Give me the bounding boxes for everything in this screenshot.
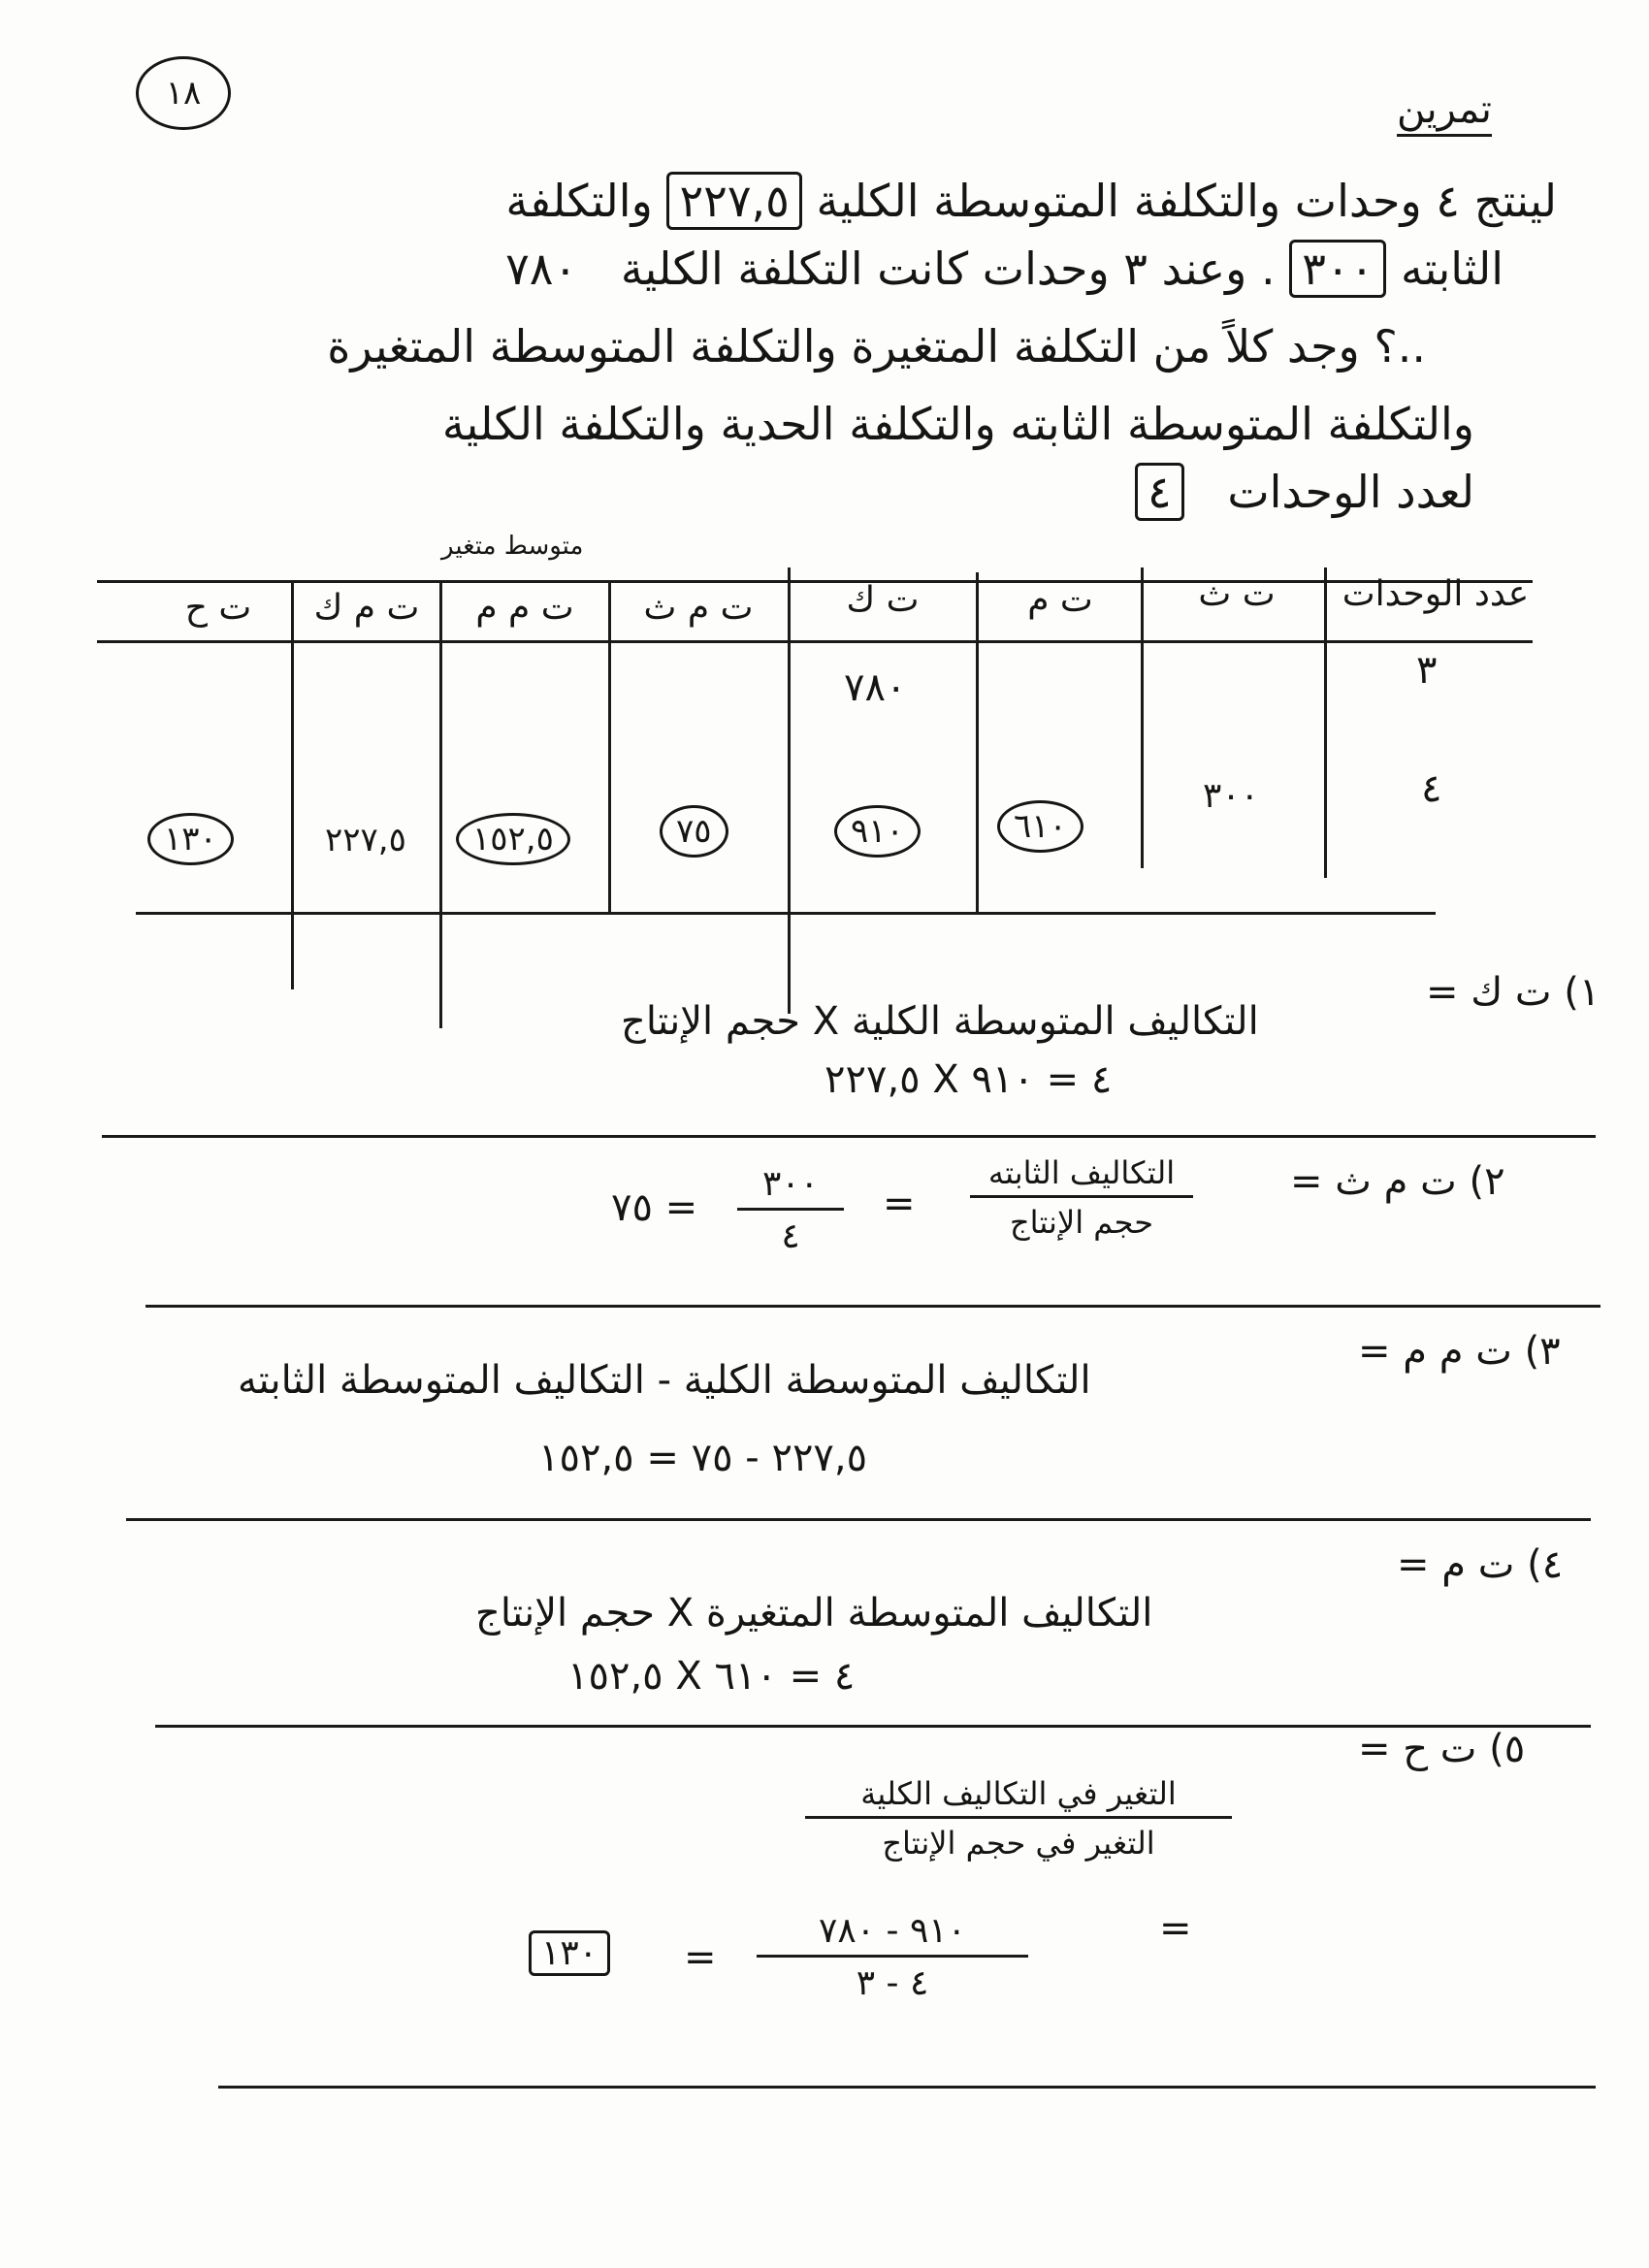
table-col-divider — [291, 582, 294, 989]
table-col-divider — [1141, 567, 1144, 868]
row1-units: ٣ — [1416, 648, 1438, 693]
row2-avg-variable-value: ١٥٢,٥ — [456, 813, 570, 865]
solution-5-calc-numerator: ٩١٠ - ٧٨٠ — [757, 1911, 1028, 1958]
solution-2-result: = ٧٥ — [611, 1185, 698, 1230]
solution-2-label: ٢) ت م ث = — [1290, 1159, 1505, 1204]
page-number: ١٨ — [136, 56, 231, 130]
solution-5-formula — [805, 1775, 1232, 1862]
exercise-title: تمرين — [1397, 87, 1492, 137]
problem-line-5-text: لعدد الوحدات — [1227, 466, 1474, 518]
solution-5-result: ١٣٠ — [529, 1930, 610, 1976]
solution-2-equals: = — [883, 1182, 916, 1226]
header-total-cost: ت ك — [846, 580, 920, 620]
row2-avg-variable — [456, 813, 570, 865]
solution-4-label: ٤) ت م = — [1397, 1542, 1564, 1587]
table-col-divider — [788, 567, 791, 1014]
solution-1-calc: ٢٢٧,٥ X ٤ = ٩١٠ — [824, 1057, 1113, 1102]
solution-5-denominator: التغير في حجم الإنتاج — [882, 1825, 1155, 1862]
row2-variable-cost-value: ٦١٠ — [997, 800, 1083, 853]
problem-line-4: والتكلفة المتوسطة الثابته والتكلفة الحدية والتكلفة الكلية — [441, 398, 1474, 450]
solution-2-calc-fraction — [737, 1164, 844, 1256]
solution-2-formula — [970, 1154, 1193, 1241]
solution-1-label: ١) ت ك = — [1426, 970, 1600, 1015]
table-bottom-border — [136, 912, 1436, 915]
solution-5-label: ٥) ت ح = — [1358, 1727, 1526, 1771]
solution-4-calc: ١٥٢,٥ X ٤ = ٦١٠ — [567, 1654, 856, 1699]
row2-units: ٤ — [1421, 766, 1442, 811]
solution-2-calc-numerator: ٣٠٠ — [737, 1164, 844, 1211]
given-avg-total-cost: ٢٢٧,٥ — [666, 172, 801, 230]
row2-marginal-cost — [147, 813, 234, 865]
given-fixed-cost: ٣٠٠ — [1289, 240, 1386, 298]
problem-line-2-mid: . وعند ٣ وحدات كانت التكلفة الكلية — [620, 243, 1276, 295]
table-annotation: متوسط متغير — [441, 532, 584, 561]
separator — [146, 1305, 1600, 1308]
solution-2-denominator: حجم الإنتاج — [1009, 1204, 1153, 1241]
solution-3-formula: التكاليف المتوسطة الكلية - التكاليف المتوسطة الثابته — [238, 1358, 1091, 1403]
header-marginal-cost: ت ح — [184, 588, 252, 628]
row2-marginal-cost-value: ١٣٠ — [147, 813, 234, 865]
problem-line-1-text: لينتج ٤ وحدات والتكلفة المتوسطة الكلية — [816, 175, 1557, 227]
table-col-divider — [608, 582, 611, 912]
header-avg-variable: ت م م — [475, 588, 574, 628]
table-col-divider — [439, 582, 442, 1028]
separator — [126, 1518, 1591, 1521]
header-fixed-cost: ت ث — [1198, 574, 1276, 614]
solution-5-calc-fraction — [757, 1911, 1028, 2003]
row2-fixed-cost: ٣٠٠ — [1203, 776, 1260, 816]
solution-3-label: ٣) ت م م = — [1358, 1329, 1561, 1374]
header-variable-cost: ت م — [1027, 580, 1093, 620]
solution-2-calc-denominator: ٤ — [781, 1216, 800, 1256]
row2-total-cost — [834, 805, 921, 858]
row2-avg-total: ٢٢٧,٥ — [325, 821, 406, 859]
row2-variable-cost — [997, 800, 1083, 853]
separator — [218, 2086, 1596, 2089]
solution-3-calc: ٢٢٧,٥ - ٧٥ = ١٥٢,٥ — [538, 1436, 868, 1480]
header-avg-fixed: ت م ث — [643, 588, 754, 628]
row1-total-cost: ٧٨٠ — [844, 665, 907, 710]
solution-5-equals: = — [1159, 1906, 1192, 1951]
table-col-divider — [1324, 567, 1327, 878]
row2-avg-fixed — [660, 805, 728, 858]
separator — [102, 1135, 1596, 1138]
problem-line-2-end: ٧٨٠ — [505, 243, 578, 295]
solution-5-result-equals: = — [684, 1935, 717, 1980]
problem-line-5 — [698, 466, 1474, 518]
problem-line-2-text: الثابته — [1400, 243, 1504, 295]
problem-line-1-end: والتكلفة — [505, 175, 653, 227]
solution-5-numerator: التغير في التكاليف الكلية — [805, 1775, 1232, 1819]
header-units: عدد الوحدات — [1342, 574, 1530, 614]
table-col-divider — [976, 572, 979, 912]
table-header-border — [97, 640, 1533, 643]
row2-total-cost-value: ٩١٠ — [834, 805, 921, 858]
problem-line-2 — [146, 243, 1504, 295]
solution-2-numerator: التكاليف الثابته — [970, 1154, 1193, 1198]
solution-4-formula: التكاليف المتوسطة المتغيرة X حجم الإنتاج — [475, 1591, 1153, 1636]
row2-avg-fixed-value: ٧٥ — [660, 805, 728, 858]
problem-line-1 — [63, 175, 1557, 227]
header-avg-total: ت م ك — [313, 588, 420, 628]
given-units: ٤ — [1135, 463, 1184, 521]
problem-line-3: ..؟ وجد كلاً من التكلفة المتغيرة والتكلفة المتوسطة المتغيرة — [327, 320, 1426, 373]
solution-5-calc-denominator: ٤ - ٣ — [856, 1963, 929, 2003]
solution-1-formula: التكاليف المتوسطة الكلية X حجم الإنتاج — [621, 999, 1259, 1044]
